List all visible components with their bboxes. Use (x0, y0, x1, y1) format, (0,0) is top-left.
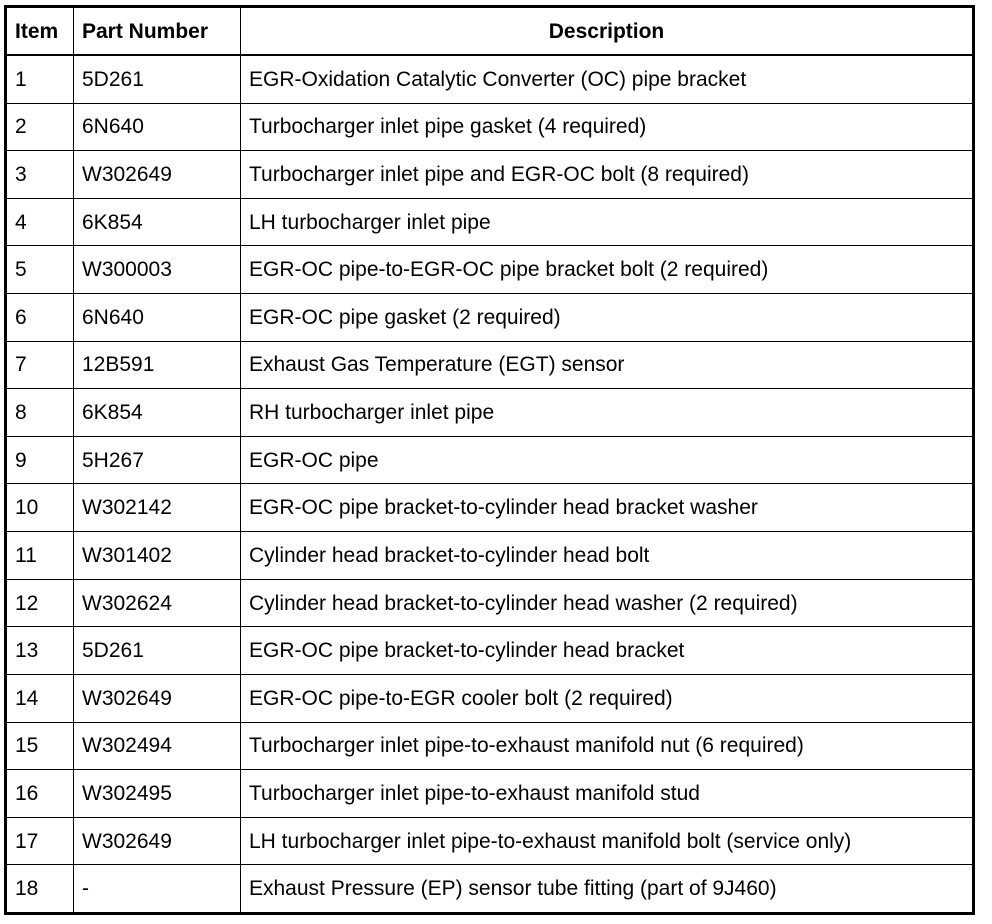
table-row (6, 627, 974, 675)
table-body (6, 55, 974, 914)
part-number-cell: W301402 (74, 532, 241, 580)
part-number-cell: 5D261 (74, 55, 241, 103)
part-number-cell: W302494 (74, 722, 241, 770)
header-row (6, 7, 974, 56)
table-row (6, 389, 974, 437)
description-cell: EGR-OC pipe bracket-to-cylinder head bracket washer (241, 484, 974, 532)
item-cell: 15 (6, 722, 74, 770)
item-cell: 7 (6, 341, 74, 389)
parts-table (4, 5, 975, 915)
description-cell: Turbocharger inlet pipe-to-exhaust manifold nut (6 required) (241, 722, 974, 770)
description-cell: Turbocharger inlet pipe gasket (4 required) (241, 103, 974, 151)
table-header (6, 7, 974, 56)
item-cell: 1 (6, 55, 74, 103)
table-row (6, 579, 974, 627)
part-number-cell: W302649 (74, 817, 241, 865)
item-cell: 5 (6, 246, 74, 294)
table-row (6, 674, 974, 722)
description-cell: Cylinder head bracket-to-cylinder head bolt (241, 532, 974, 580)
item-cell: 3 (6, 151, 74, 199)
part-number-cell: W302624 (74, 579, 241, 627)
table-row (6, 198, 974, 246)
item-cell: 10 (6, 484, 74, 532)
table-row (6, 484, 974, 532)
part-number-cell: W302495 (74, 770, 241, 818)
description-cell: EGR-OC pipe-to-EGR-OC pipe bracket bolt (2 required) (241, 246, 974, 294)
part-number-cell: 5H267 (74, 436, 241, 484)
table-row (6, 294, 974, 342)
part-number-cell: 12B591 (74, 341, 241, 389)
item-cell: 9 (6, 436, 74, 484)
table-row (6, 865, 974, 914)
description-cell: Turbocharger inlet pipe and EGR-OC bolt (8 required) (241, 151, 974, 199)
item-cell: 11 (6, 532, 74, 580)
part-number-cell: 6N640 (74, 103, 241, 151)
item-cell: 13 (6, 627, 74, 675)
part-number-cell: W302142 (74, 484, 241, 532)
item-cell: 4 (6, 198, 74, 246)
item-cell: 18 (6, 865, 74, 914)
description-cell: EGR-OC pipe (241, 436, 974, 484)
item-cell: 2 (6, 103, 74, 151)
part-number-column-header: Part Number (74, 7, 241, 56)
table-row (6, 246, 974, 294)
description-cell: EGR-OC pipe-to-EGR cooler bolt (2 required) (241, 674, 974, 722)
description-cell: EGR-OC pipe bracket-to-cylinder head bracket (241, 627, 974, 675)
item-cell: 14 (6, 674, 74, 722)
description-cell: Exhaust Gas Temperature (EGT) sensor (241, 341, 974, 389)
description-cell: EGR-OC pipe gasket (2 required) (241, 294, 974, 342)
item-cell: 6 (6, 294, 74, 342)
table-row (6, 770, 974, 818)
table-row (6, 722, 974, 770)
description-cell: RH turbocharger inlet pipe (241, 389, 974, 437)
description-cell: Cylinder head bracket-to-cylinder head washer (2 required) (241, 579, 974, 627)
description-cell: LH turbocharger inlet pipe (241, 198, 974, 246)
table-row (6, 103, 974, 151)
part-number-cell: W302649 (74, 674, 241, 722)
item-cell: 12 (6, 579, 74, 627)
table-row (6, 55, 974, 103)
description-cell: Exhaust Pressure (EP) sensor tube fitting (part of 9J460) (241, 865, 974, 914)
part-number-cell: - (74, 865, 241, 914)
table-row (6, 151, 974, 199)
item-cell: 16 (6, 770, 74, 818)
table-row (6, 436, 974, 484)
part-number-cell: 6K854 (74, 198, 241, 246)
table-row (6, 817, 974, 865)
description-column-header: Description (241, 7, 974, 56)
table-row (6, 341, 974, 389)
part-number-cell: W302649 (74, 151, 241, 199)
item-column-header: Item (6, 7, 74, 56)
part-number-cell: 5D261 (74, 627, 241, 675)
description-cell: Turbocharger inlet pipe-to-exhaust manifold stud (241, 770, 974, 818)
item-cell: 8 (6, 389, 74, 437)
part-number-cell: W300003 (74, 246, 241, 294)
description-cell: EGR-Oxidation Catalytic Converter (OC) pipe bracket (241, 55, 974, 103)
table-row (6, 532, 974, 580)
part-number-cell: 6N640 (74, 294, 241, 342)
part-number-cell: 6K854 (74, 389, 241, 437)
description-cell: LH turbocharger inlet pipe-to-exhaust manifold bolt (service only) (241, 817, 974, 865)
item-cell: 17 (6, 817, 74, 865)
